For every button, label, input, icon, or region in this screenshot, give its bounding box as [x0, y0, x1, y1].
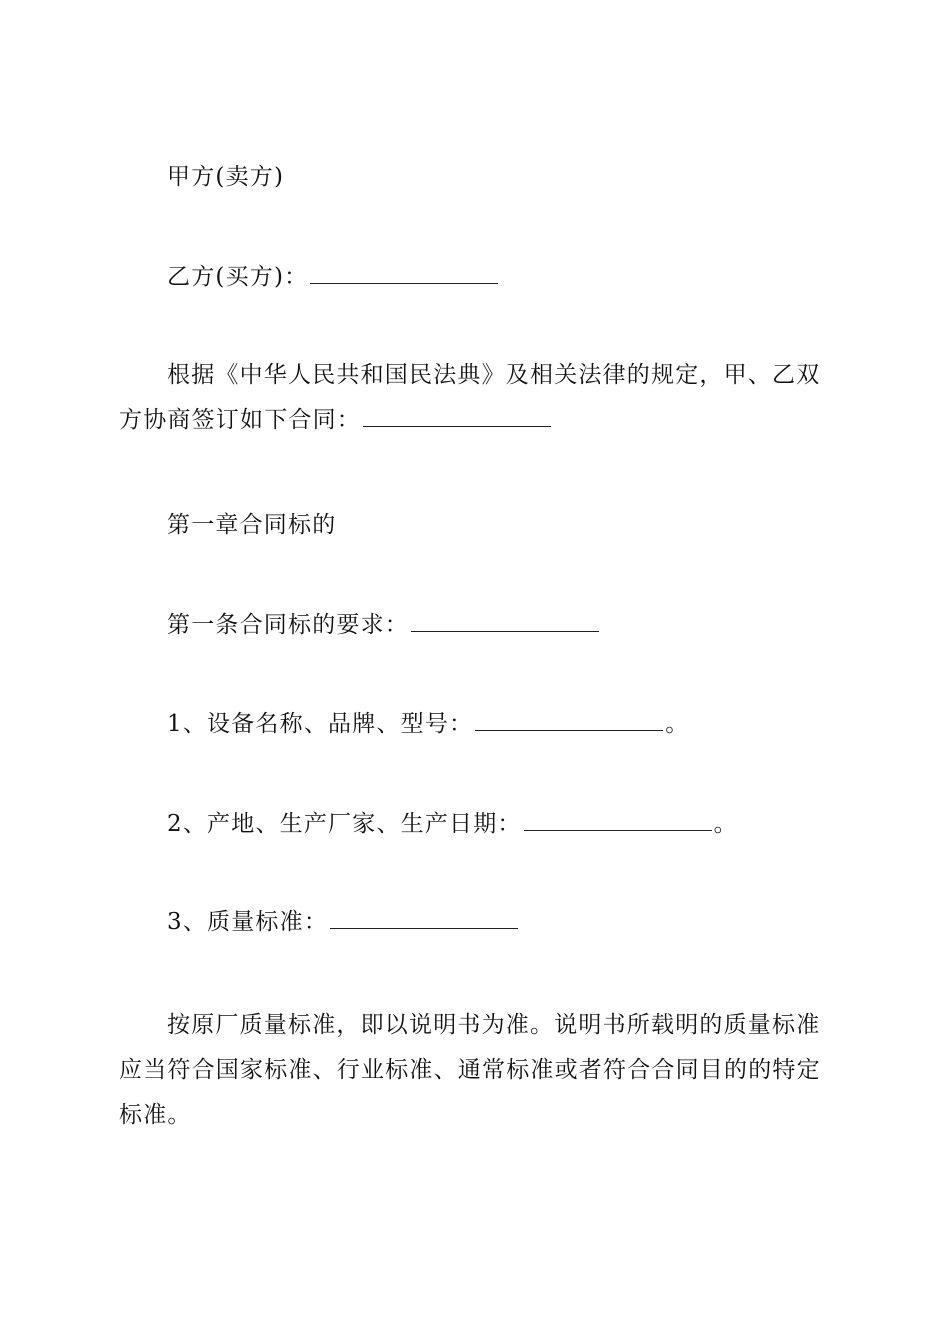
party-b-label: 乙方(买方)： — [167, 264, 309, 290]
chapter-heading — [119, 503, 839, 548]
item-2-label: 2、产地、生产厂家、生产日期： — [167, 811, 522, 837]
item-2-end: 。 — [713, 811, 738, 837]
intro-text: 根据《中华人民共和国民法典》及相关法律的规定，甲、乙双方协商签订如下合同： — [119, 362, 821, 433]
intro-paragraph — [119, 353, 839, 443]
article-line — [119, 603, 839, 648]
quality-paragraph — [119, 1003, 839, 1138]
party-b-blank — [310, 265, 498, 284]
intro-blank — [363, 408, 551, 427]
quality-text: 按原厂质量标准，即以说明书为准。说明书所载明的质量标准应当符合国家标准、行业标准、通常标准或者符合合同目的的特定标准。 — [119, 1012, 821, 1128]
item-1-end: 。 — [665, 711, 690, 737]
item-2-blank — [524, 812, 712, 831]
article-blank — [411, 613, 599, 632]
item-2-line — [119, 802, 839, 847]
item-3-label: 3、质量标准： — [167, 909, 329, 935]
item-1-blank — [475, 712, 663, 731]
item-3-blank — [330, 910, 518, 929]
party-a-line — [119, 155, 839, 200]
chapter-title: 第一章合同标的 — [167, 512, 337, 538]
article-label: 第一条合同标的要求： — [167, 612, 409, 638]
item-1-label: 1、设备名称、品牌、型号： — [167, 711, 474, 737]
party-a-text: 甲方(卖方) — [167, 164, 285, 190]
item-1-line — [119, 702, 839, 747]
item-3-line — [119, 900, 839, 945]
party-b-line — [119, 255, 839, 300]
